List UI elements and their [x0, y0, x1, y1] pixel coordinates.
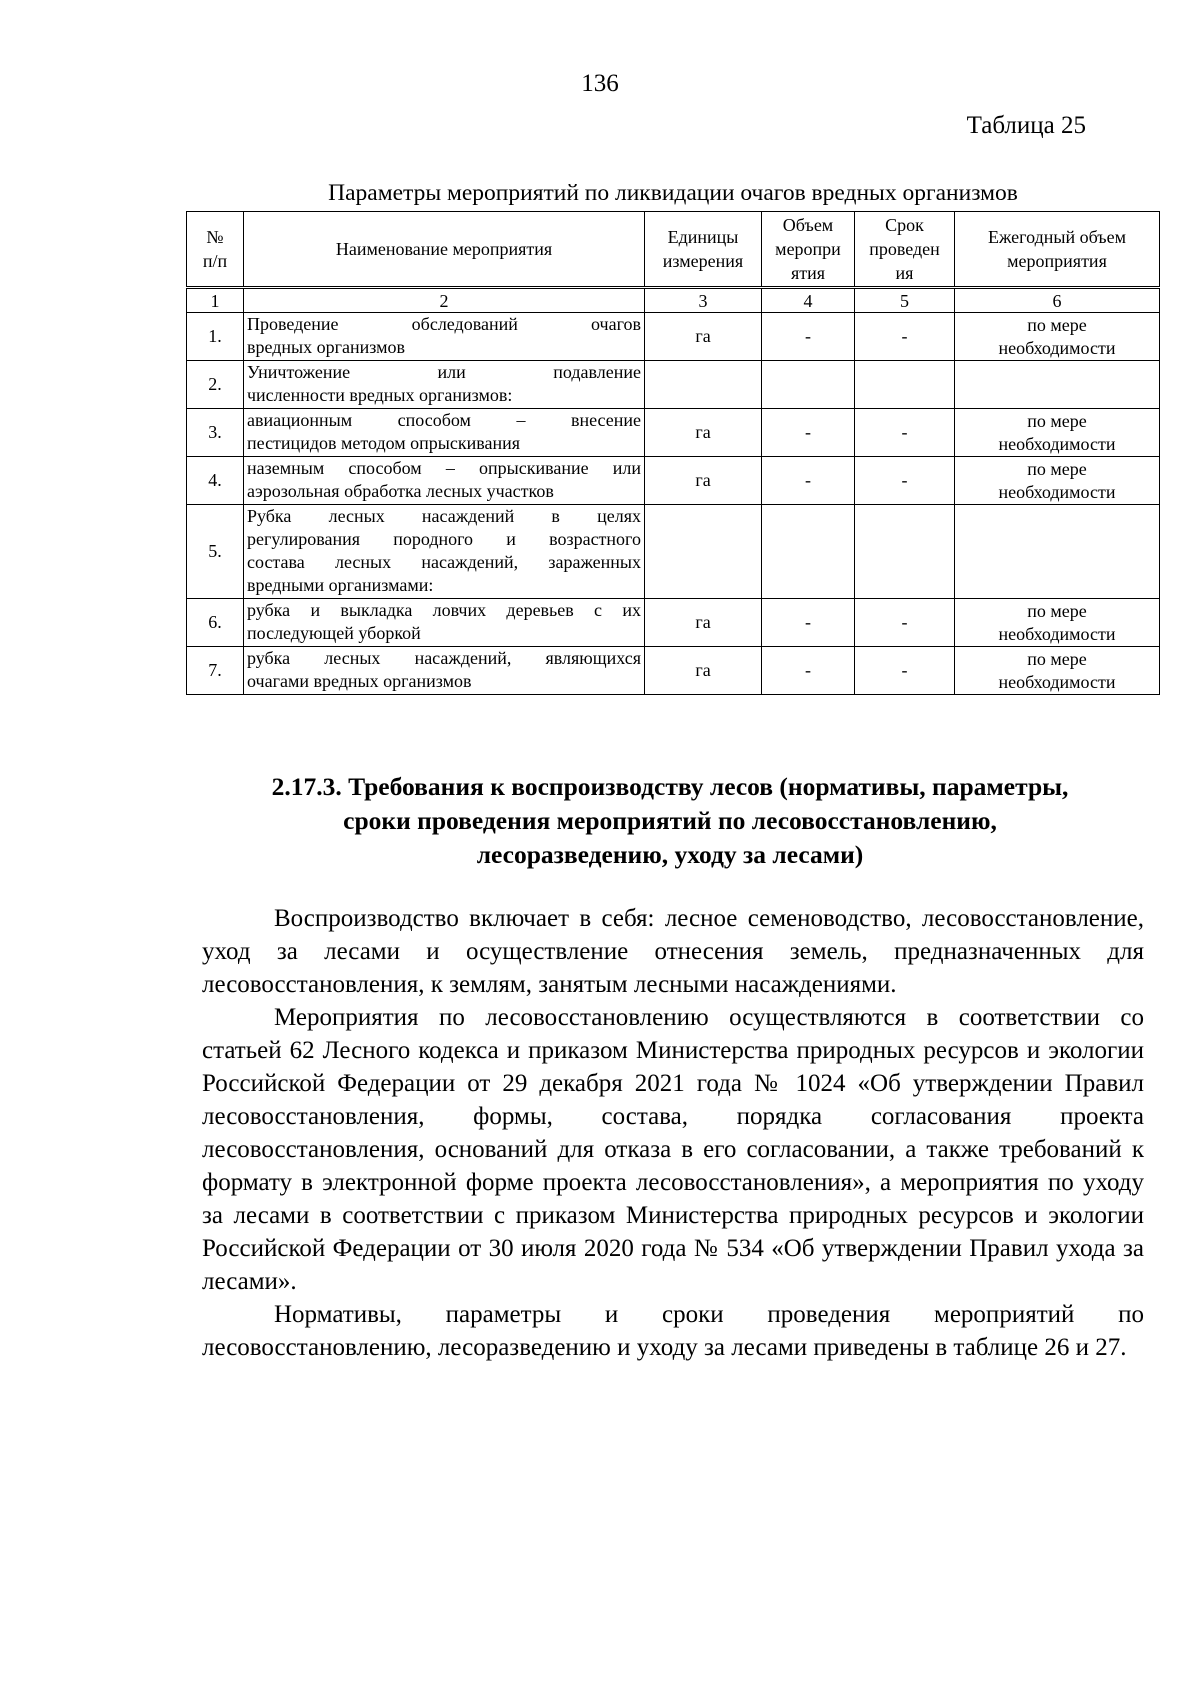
row-number: 4. — [187, 457, 244, 505]
paragraph: Мероприятия по лесовосстановлению осуществляются в соответствии со статьей 62 Лесного кодекса и приказом Министерства природных ресурсов и экологии Российской Федерации от 29 декабря 2021 года № 1024 «Об утверждении Правил лесовосстановления, формы, состава, порядка согласования проекта лесовосстановления, оснований для отказа в его согласовании, а также требований к формату в электронной форме проекта лесовосстановления», а мероприятия по уходу за лесами в соответствии с приказом Министерства природных ресурсов и экологии Российской Федерации от 30 июля 2020 года № 534 «Об утверждении Правил ухода за лесами». — [202, 1004, 1144, 1295]
row-volume: - — [762, 313, 855, 361]
measures-table — [186, 211, 1160, 695]
row-number: 5. — [187, 505, 244, 599]
column-number: 1 — [187, 288, 244, 313]
row-name: наземным способом – опрыскивание или аэрозольная обработка лесных участков — [244, 457, 645, 505]
row-volume: - — [762, 409, 855, 457]
row-unit: га — [645, 599, 762, 647]
row-number: 1. — [187, 313, 244, 361]
paragraph: Воспроизводство включает в себя: лесное семеноводство, лесовосстановление, уход за лесами и осуществление отнесения земель, предназначенных для лесовосстановления, к землям, занятым лесными насаждениями. — [202, 905, 1144, 998]
column-number: 6 — [955, 288, 1160, 313]
row-volume — [762, 361, 855, 409]
row-term: - — [855, 313, 955, 361]
table-row — [187, 599, 1160, 647]
table-row — [187, 505, 1160, 599]
column-number: 4 — [762, 288, 855, 313]
column-number: 5 — [855, 288, 955, 313]
row-number: 2. — [187, 361, 244, 409]
row-volume: - — [762, 647, 855, 695]
row-name: Проведение обследований очагов вредных организмов — [244, 313, 645, 361]
row-name: рубка и выкладка ловчих деревьев с их последующей уборкой — [244, 599, 645, 647]
row-number: 3. — [187, 409, 244, 457]
row-term: - — [855, 457, 955, 505]
row-unit: га — [645, 409, 762, 457]
section-heading — [200, 770, 1140, 872]
row-annual — [955, 505, 1160, 599]
table-row — [187, 313, 1160, 361]
table-label: Таблица 25 — [966, 112, 1086, 139]
row-term: - — [855, 409, 955, 457]
header-volume: Объем меропри ятия — [762, 212, 855, 288]
row-term — [855, 361, 955, 409]
column-numbers-row — [187, 288, 1160, 313]
table-row — [187, 409, 1160, 457]
table-row — [187, 647, 1160, 695]
row-volume — [762, 505, 855, 599]
row-term: - — [855, 599, 955, 647]
paragraph: Нормативы, параметры и сроки проведения мероприятий по лесовосстановлению, лесоразведению и уходу за лесами приведены в таблице 26 и 27. — [202, 1301, 1144, 1361]
section-heading-line: сроки проведения мероприятий по лесовосстановлению, — [343, 806, 997, 835]
row-name: Уничтожение или подавление численности вредных организмов: — [244, 361, 645, 409]
row-number: 7. — [187, 647, 244, 695]
row-annual: по мере необходимости — [955, 647, 1160, 695]
row-annual: по мере необходимости — [955, 313, 1160, 361]
row-name: Рубка лесных насаждений в целях регулирования породного и возрастного состава лесных насаждений, зараженных вредными организмами: — [244, 505, 645, 599]
header-term: Срок проведен ия — [855, 212, 955, 288]
row-unit — [645, 505, 762, 599]
row-unit: га — [645, 647, 762, 695]
row-annual: по мере необходимости — [955, 599, 1160, 647]
row-name: авиационным способом – внесение пестицидов методом опрыскивания — [244, 409, 645, 457]
body-text — [202, 902, 1144, 1364]
header-unit: Единицы измерения — [645, 212, 762, 288]
row-annual: по мере необходимости — [955, 457, 1160, 505]
page-number: 136 — [581, 70, 619, 97]
section-heading-line: лесоразведению, уходу за лесами) — [476, 840, 864, 869]
row-volume: - — [762, 599, 855, 647]
row-unit — [645, 361, 762, 409]
row-name: рубка лесных насаждений, являющихся очагами вредных организмов — [244, 647, 645, 695]
column-number: 3 — [645, 288, 762, 313]
row-number: 6. — [187, 599, 244, 647]
row-annual: по мере необходимости — [955, 409, 1160, 457]
header-num: № п/п — [187, 212, 244, 288]
column-number: 2 — [244, 288, 645, 313]
row-unit: га — [645, 313, 762, 361]
table-row — [187, 361, 1160, 409]
table-caption: Параметры мероприятий по ликвидации очагов вредных организмов — [328, 180, 1018, 206]
row-volume: - — [762, 457, 855, 505]
row-annual — [955, 361, 1160, 409]
row-term — [855, 505, 955, 599]
row-term: - — [855, 647, 955, 695]
table-row — [187, 457, 1160, 505]
table-header-row — [187, 212, 1160, 288]
section-heading-line: 2.17.3. Требования к воспроизводству лесов (нормативы, параметры, — [271, 772, 1069, 801]
header-annual: Ежегодный объем мероприятия — [955, 212, 1160, 288]
header-name: Наименование мероприятия — [244, 212, 645, 288]
row-unit: га — [645, 457, 762, 505]
